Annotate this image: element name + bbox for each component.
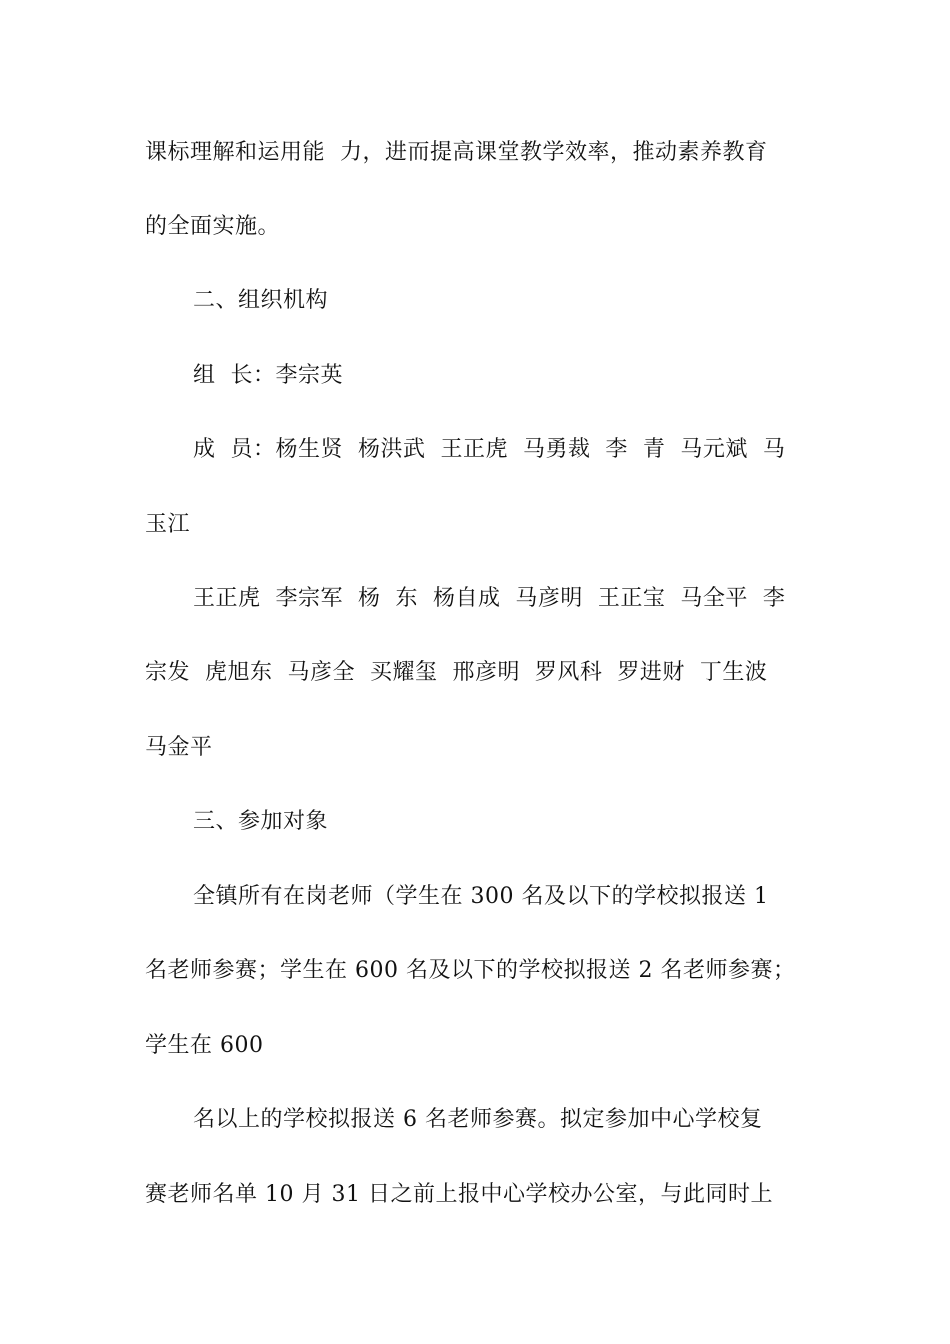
participants-line-4: 名以上的学校拟报送 6 名老师参赛。拟定参加中心学校复 [193,1107,763,1132]
members-line-2: 玉江 [145,512,191,537]
members-line-4: 宗发 虎旭东 马彦全 买耀玺 邢彦明 罗风科 罗进财 丁生波 [145,660,768,685]
group-leader-line: 组 长：李宗英 [193,363,343,388]
participants-line-2: 名老师参赛；学生在 600 名及以下的学校拟报送 2 名老师参赛； [145,958,796,983]
section-heading-participants: 三、参加对象 [193,809,329,834]
text-line-2: 的全面实施。 [145,214,281,239]
text-line-1: 课标理解和运用能 力，进而提高课堂教学效率，推动素养教育 [145,140,768,165]
members-line-3: 王正虎 李宗军 杨 东 杨自成 马彦明 王正宝 马全平 李 [193,586,786,611]
members-line-5: 马金平 [145,735,213,760]
participants-line-3: 学生在 600 [145,1033,264,1058]
members-line-1: 成 员：杨生贤 杨洪武 王正虎 马勇裁 李 青 马元斌 马 [193,437,786,462]
participants-line-1: 全镇所有在岗老师（学生在 300 名及以下的学校拟报送 1 [193,884,769,909]
participants-line-5: 赛老师名单 10 月 31 日之前上报中心学校办公室，与此同时上 [145,1182,773,1207]
section-heading-organization: 二、组织机构 [193,288,329,313]
